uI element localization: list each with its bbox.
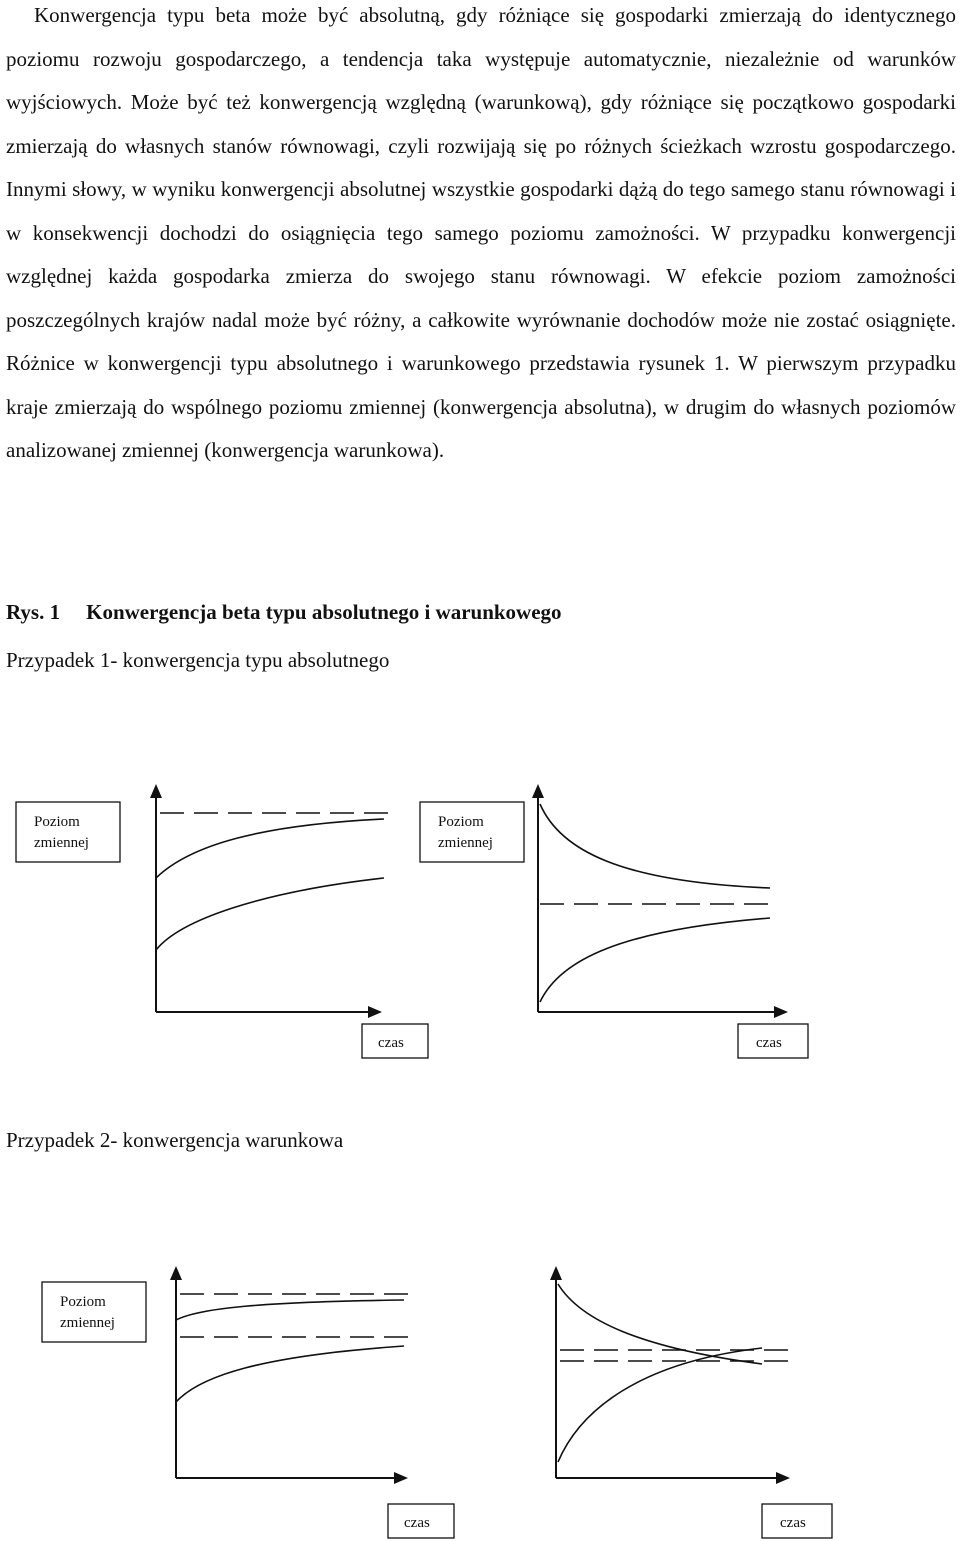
case1-right-ylabel-1: Poziom: [438, 814, 484, 830]
case2-left-x-arrow: [394, 1472, 408, 1484]
case1-left-y-arrow: [150, 784, 162, 798]
case2-right-curve-lower: [558, 1348, 762, 1462]
case1-left-ylabel-2: zmiennej: [34, 835, 89, 851]
case2-left-curve-lower: [176, 1346, 404, 1402]
case1-left-x-arrow: [368, 1006, 382, 1018]
case2-right-xlabel: czas: [780, 1515, 806, 1531]
case2-left-ylabel-1: Poziom: [60, 1294, 106, 1310]
body-paragraph: Konwergencja typu beta może być absolutną, gdy różniące się gospodarki zmierzają do identycznego poziomu rozwoju gospodarczego, a tendencja taka występuje automatycznie, niezależnie od warunków wyjściowych. Może być też konwergencją względną (warunkową), gdy różniące się początkowo gospodarki zmierzają do własnych stanów równowagi, czyli rozwijają się po różnych ścieżkach wzrostu gospodarczego. Innymi słowy, w wyniku konwergencji absolutnej wszystkie gospodarki dążą do tego samego stanu równowagi i w konsekwencji dochodzi do osiągnięcia tego samego poziomu zamożności. W przypadku konwergencji względnej każda gospodarka zmierza do swojego stanu równowagi. W efekcie poziom zamożności poszczególnych krajów nadal może być różny, a całkowite wyrównanie dochodów może nie zostać osiągnięte. Różnice w konwergencji typu absolutnego i warunkowego przedstawia rysunek 1. W pierwszym przypadku kraje zmierzają do wspólnego poziomu zmiennej (konwergencja absolutna), w drugim do własnych poziomów analizowanej zmiennej (konwergencja warunkowa).: [6, 3, 956, 462]
case1-right-ylabel-2: zmiennej: [438, 835, 493, 851]
case2-diagrams: [0, 1250, 960, 1540]
figure-caption: [6, 600, 562, 625]
case1-left-xlabel: czas: [378, 1035, 404, 1051]
case1-right-x-arrow: [774, 1006, 788, 1018]
figure-label: Rys. 1: [6, 600, 61, 624]
case2-right-y-arrow: [550, 1266, 562, 1280]
case2-left-ylabel-box: [42, 1282, 146, 1342]
case1-right-curve-lower: [540, 918, 770, 1002]
figure-title: Konwergencja beta typu absolutnego i warunkowego: [86, 600, 562, 624]
case1-heading: Przypadek 1- konwergencja typu absolutnego: [6, 648, 390, 672]
case2-left-ylabel-2: zmiennej: [60, 1315, 115, 1331]
case1-left-curve-upper: [156, 819, 384, 878]
case2-left-curve-upper: [176, 1300, 404, 1320]
case1-left-curve-lower: [156, 878, 384, 950]
case2-left-y-arrow: [170, 1266, 182, 1280]
case2-right-x-arrow: [776, 1472, 790, 1484]
case1-left-ylabel-1: Poziom: [34, 814, 80, 830]
case1-diagrams: [0, 770, 960, 1070]
case1-left-ylabel-box: [16, 802, 120, 862]
case2-left-xlabel: czas: [404, 1515, 430, 1531]
case1-right-xlabel: czas: [756, 1035, 782, 1051]
case1-right-curve-upper: [540, 804, 770, 888]
case1-right-ylabel-box: [420, 802, 524, 862]
case1-right-y-arrow: [532, 784, 544, 798]
case2-heading: Przypadek 2- konwergencja warunkowa: [6, 1128, 344, 1152]
